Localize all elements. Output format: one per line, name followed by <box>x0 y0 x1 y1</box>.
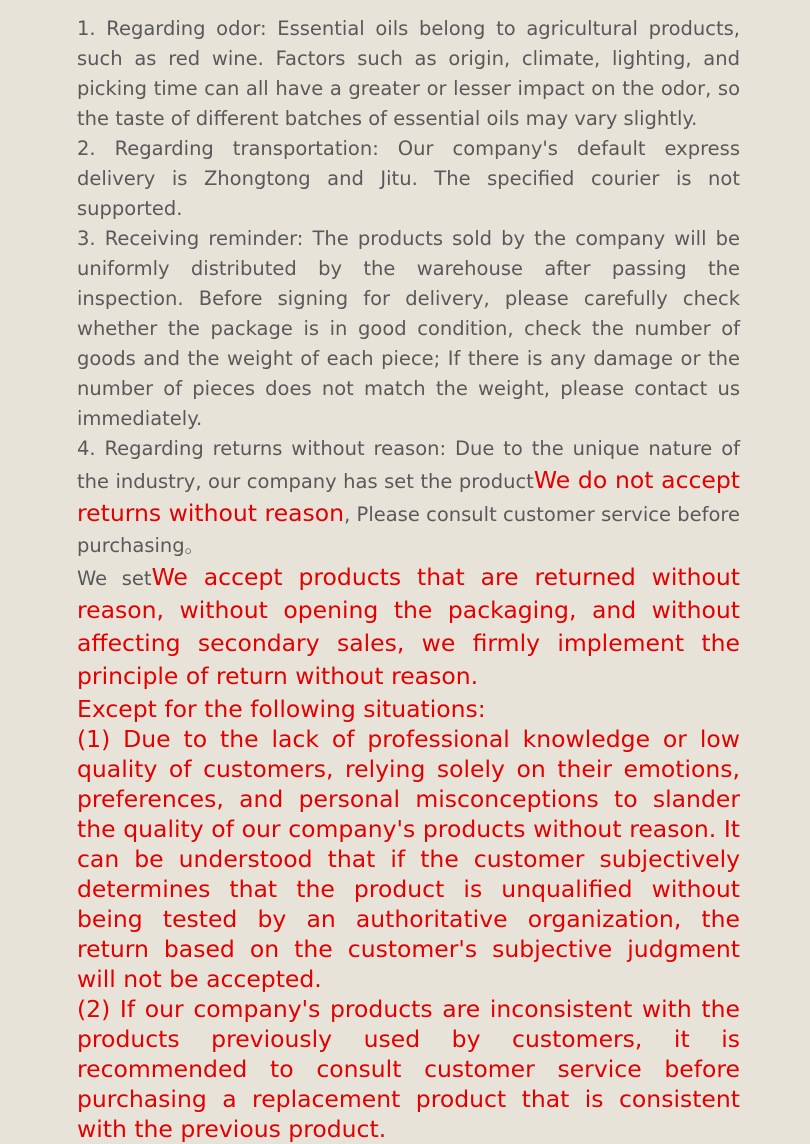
consult-service-text: , Please consult customer service before purchasing。 <box>77 503 740 557</box>
receiving-reminder-paragraph: 3. Receiving reminder: The products sold by the company will be uniformly distributed by the warehouse after passing the inspection. Before signing for delivery, please carefully check whether the package is in good condition, check the number of goods and the weight of each piece; If there is any damage or the number of pieces does not match the weight, please contact us immediately. <box>77 227 740 430</box>
transportation-paragraph: 2. Regarding transportation: Our company's default express delivery is Zhongtong and Jitu. The specified courier is not supported. <box>77 137 740 220</box>
no-return-highlight: We do not accept returns without reason <box>77 466 741 527</box>
odor-paragraph: 1. Regarding odor: Essential oils belong to agricultural products, such as red wine. Factors such as origin, climate, lighting, and picking time can all have a greater or lesser impact on the odor, so the taste of different batches of essential oils may vary slightly. <box>77 17 740 130</box>
return-principle-highlight: We accept products that are returned without reason, without opening the packaging, and without affecting secondary sales, we firmly implement the principle of return without reason. <box>77 563 740 690</box>
returns-paragraph <box>77 434 740 562</box>
return-policy-notice <box>77 14 740 1144</box>
returns-intro-text: 4. Regarding returns without reason: Due to the unique nature of the industry, our company has set the product <box>77 437 740 493</box>
exception-case-2: (2) If our company's products are inconsistent with the products previously used by customers, it is recommended to consult customer service before purchasing a replacement product that is consistent with the previous product. <box>77 995 740 1143</box>
we-set-text: We set <box>77 567 152 590</box>
exceptions-heading: Except for the following situations: <box>77 695 486 723</box>
exception-case-1: (1) Due to the lack of professional knowledge or low quality of customers, relying solely on their emotions, preferences, and personal misconceptions to slander the quality of our company's products without reason. It can be understood that if the customer subjectively determines that the product is unqualified without being tested by an authoritative organization, the return based on the customer's subjective judgment will not be accepted. <box>77 725 740 993</box>
return-principle-paragraph <box>77 562 740 694</box>
